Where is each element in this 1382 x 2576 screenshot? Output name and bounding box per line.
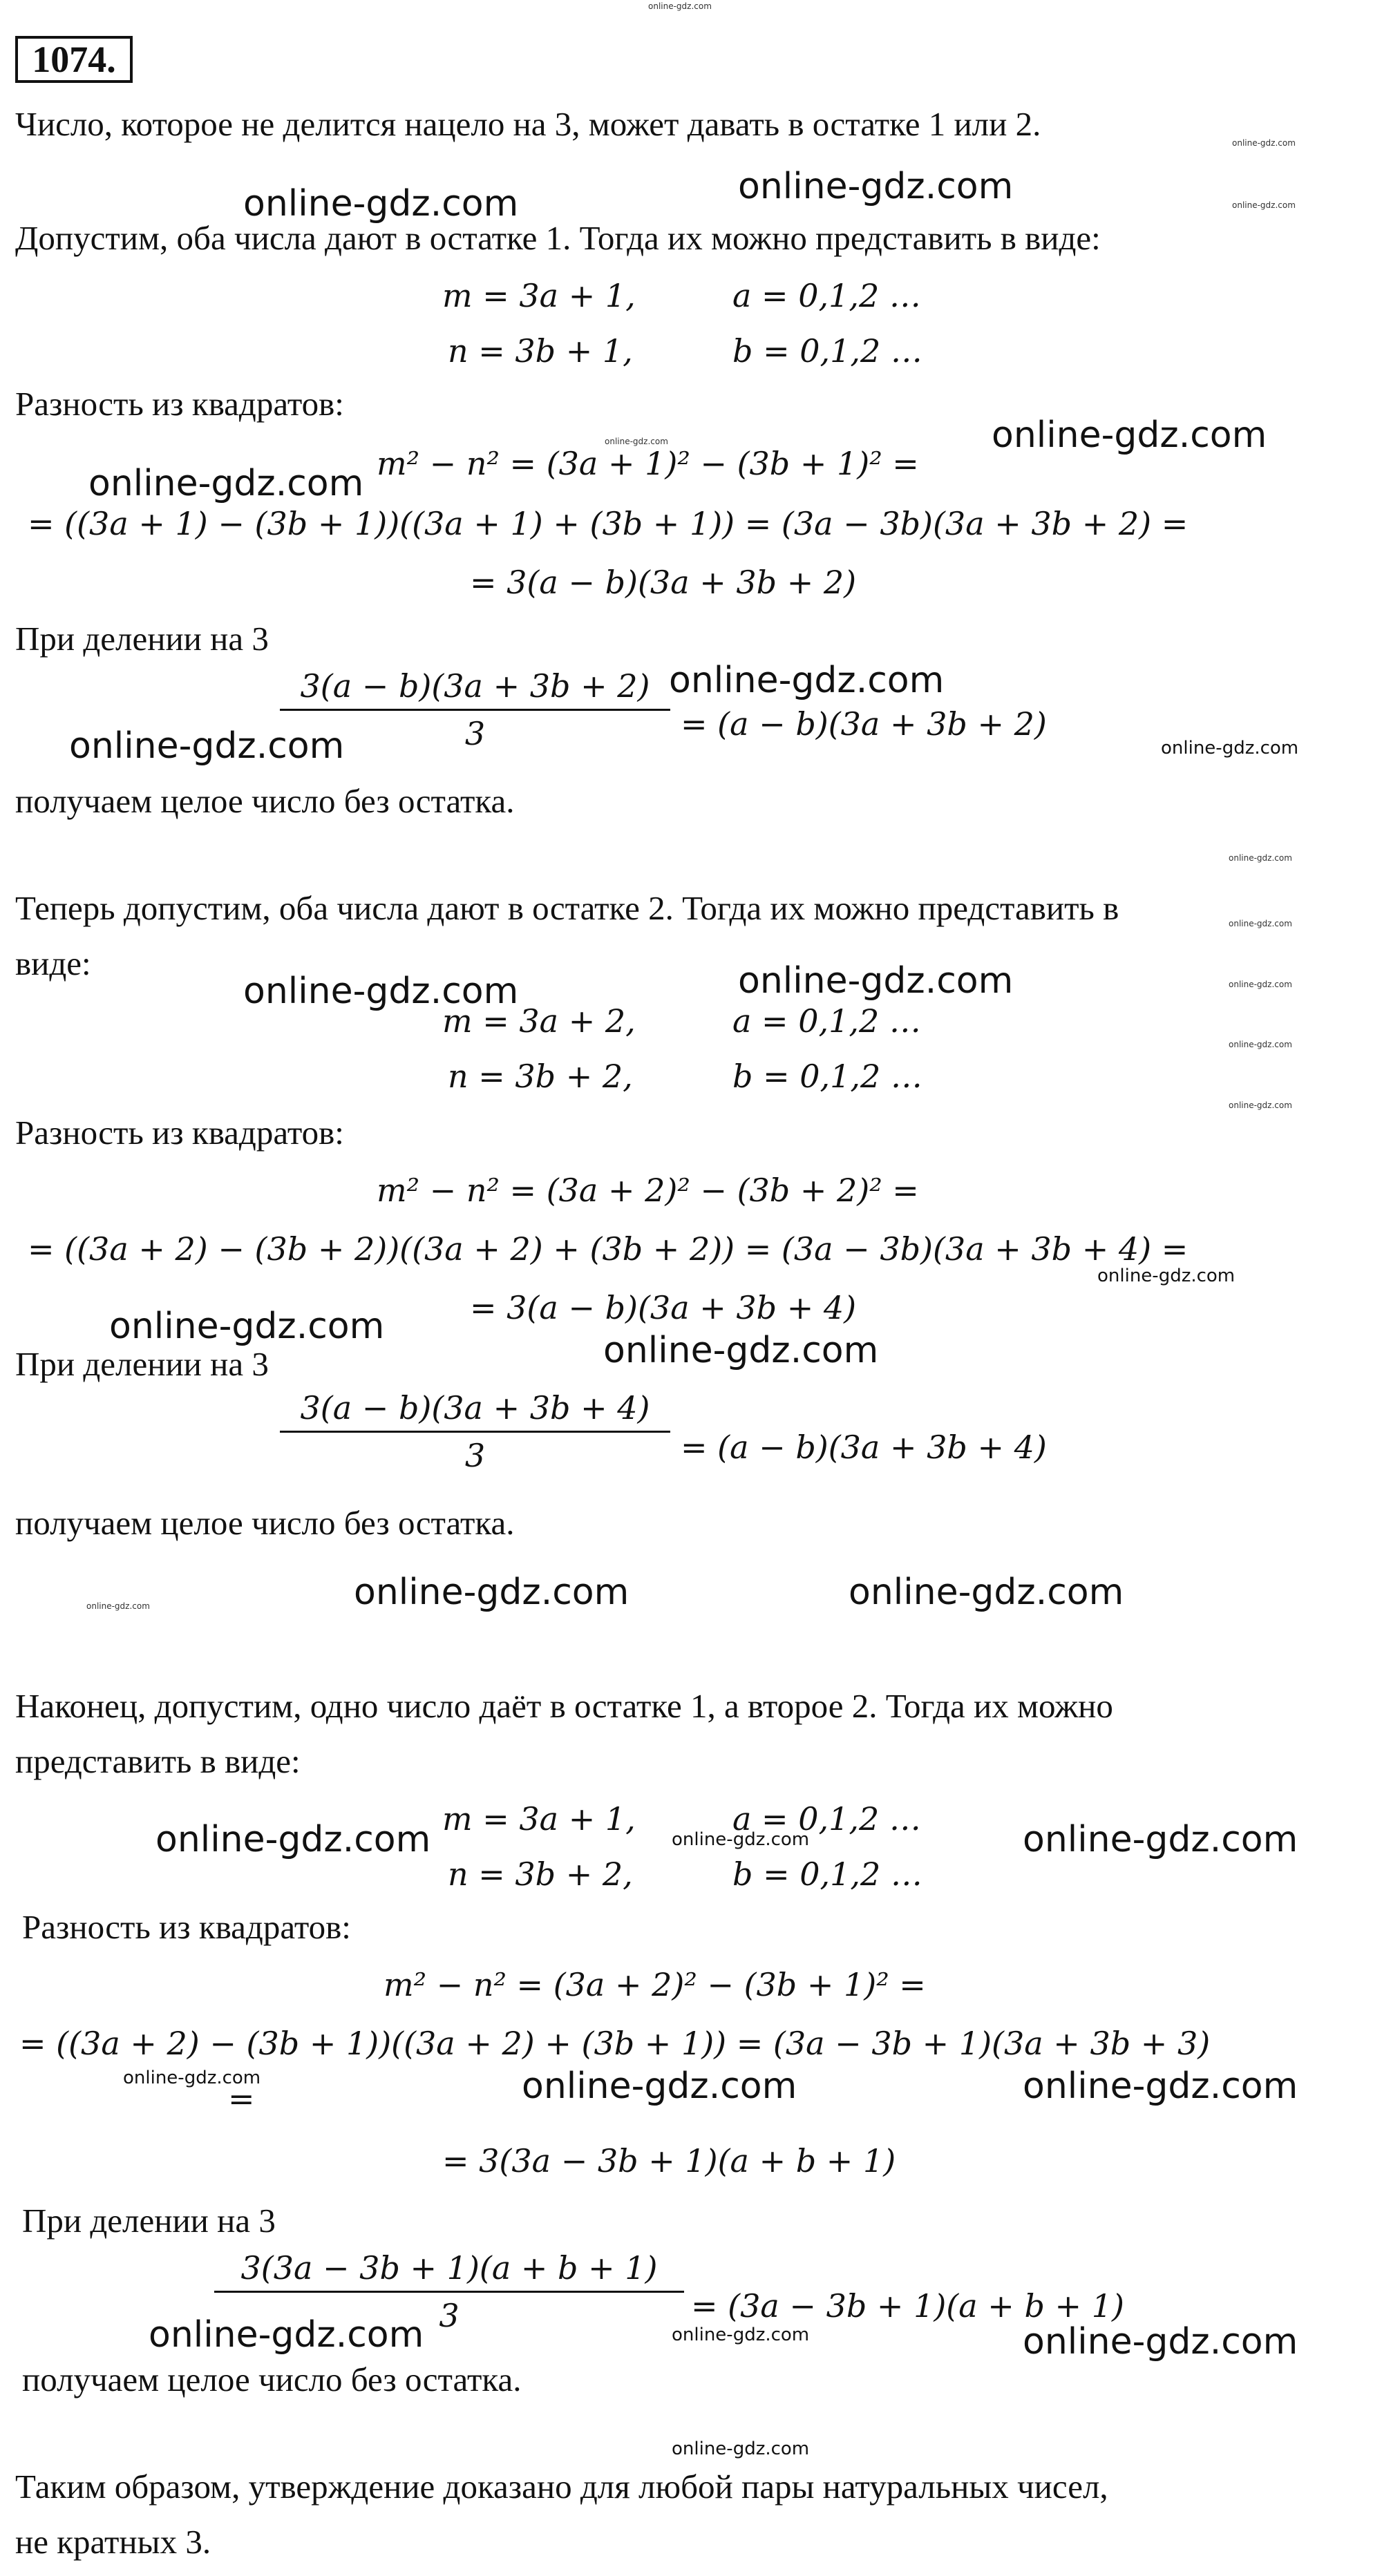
case3-conclusion: получаем целое число без остатка. [22,2360,522,2398]
case1-eq-line2: = ((3a + 1) − (3b + 1))((3a + 1) + (3b + 1)) = (3a − 3b)(3a + 3b + 2) = [28,505,1189,542]
case1-conclusion: получаем целое число без остатка. [15,782,515,820]
case3-eq-line2b: = [228,2080,255,2117]
case2-m-range: a = 0,1,2 … [732,1002,921,1040]
case1-diff-label: Разность из квадратов: [15,385,344,423]
watermark-mid: online-gdz.com [672,1829,810,1850]
watermark: online-gdz.com [1023,2065,1298,2107]
case2-eq-line1: m² − n² = (3a + 2)² − (3b + 2)² = [377,1172,919,1209]
watermark-top: online-gdz.com [648,1,712,11]
case1-m-def: m = 3a + 1, [442,277,636,314]
case1-text: Допустим, оба числа дают в остатке 1. Тогда их можно представить в виде: [15,219,1101,257]
case3-text-line2: представить в виде: [15,1742,301,1780]
case3-frac-numerator: 3(3a − 3b + 1)(a + b + 1) [240,2249,658,2287]
watermark-small: online-gdz.com [1229,1100,1292,1110]
case3-frac-denominator: 3 [439,2297,460,2334]
watermark-small: online-gdz.com [605,437,668,446]
case2-n-def: n = 3b + 2, [448,1058,633,1095]
watermark-small: online-gdz.com [86,1601,150,1611]
watermark: online-gdz.com [243,971,519,1012]
case3-eq-line3: = 3(3a − 3b + 1)(a + b + 1) [442,2142,896,2179]
case2-eq-line3: = 3(a − b)(3a + 3b + 4) [470,1289,857,1326]
case1-m-range: a = 0,1,2 … [732,277,921,314]
watermark-small: online-gdz.com [1232,200,1296,210]
case3-frac-result: = (3a − 3b + 1)(a + b + 1) [691,2287,1124,2325]
case1-frac-numerator: 3(a − b)(3a + 3b + 2) [300,667,650,705]
watermark: online-gdz.com [155,1819,431,1860]
case2-text-line1: Теперь допустим, оба числа дают в остатке 2. Тогда их можно представить в [15,889,1119,927]
watermark-small: online-gdz.com [1232,138,1296,148]
intro-text: Число, которое не делится нацело на 3, может давать в остатке 1 или 2. [15,105,1041,143]
case3-diff-label: Разность из квадратов: [22,1908,351,1946]
case3-m-range: a = 0,1,2 … [732,1800,921,1838]
watermark: online-gdz.com [738,166,1014,207]
watermark-mid: online-gdz.com [1097,1266,1236,1286]
case1-eq-line3: = 3(a − b)(3a + 3b + 2) [470,564,857,601]
case3-n-def: n = 3b + 2, [448,1855,633,1893]
case3-eq-line1: m² − n² = (3a + 2)² − (3b + 1)² = [384,1966,926,2003]
watermark: online-gdz.com [149,2314,424,2356]
case3-eq-line2: = ((3a + 2) − (3b + 1))((3a + 2) + (3b + 1)) = (3a − 3b + 1)(3a + 3b + 3) [19,2025,1211,2062]
case1-div-label: При делении на 3 [15,620,269,658]
watermark: online-gdz.com [738,960,1014,1002]
case3-n-range: b = 0,1,2 … [732,1855,922,1893]
case1-eq-line1: m² − n² = (3a + 1)² − (3b + 1)² = [377,445,919,482]
watermark: online-gdz.com [1023,1819,1298,1860]
case1-n-def: n = 3b + 1, [448,332,633,370]
watermark: online-gdz.com [69,725,345,767]
case3-m-def: m = 3a + 1, [442,1800,636,1838]
case2-n-range: b = 0,1,2 … [732,1058,922,1095]
watermark: online-gdz.com [669,660,945,701]
case2-diff-label: Разность из квадратов: [15,1114,344,1152]
watermark: online-gdz.com [1023,2321,1298,2363]
watermark-mid: online-gdz.com [672,2325,810,2345]
watermark-small: online-gdz.com [1229,980,1292,989]
watermark: online-gdz.com [243,183,519,225]
watermark-small: online-gdz.com [1229,853,1292,863]
watermark-mid: online-gdz.com [123,2068,261,2088]
final-line1: Таким образом, утверждение доказано для любой пары натуральных чисел, [15,2468,1108,2506]
case2-div-label: При делении на 3 [15,1345,269,1383]
watermark: online-gdz.com [354,1572,630,1613]
final-line2: не кратных 3. [15,2523,211,2561]
watermark: online-gdz.com [109,1306,385,1347]
watermark-small: online-gdz.com [1229,919,1292,928]
watermark: online-gdz.com [603,1330,879,1371]
case2-fraction [280,1389,670,1474]
case2-text-line2: виде: [15,944,91,982]
case3-text-line1: Наконец, допустим, одно число даёт в остатке 1, а второе 2. Тогда их можно [15,1687,1113,1725]
watermark: online-gdz.com [88,463,364,504]
case2-eq-line2: = ((3a + 2) − (3b + 2))((3a + 2) + (3b + 2)) = (3a − 3b)(3a + 3b + 4) = [28,1230,1189,1268]
watermark-small: online-gdz.com [1229,1040,1292,1049]
case2-conclusion: получаем целое число без остатка. [15,1504,515,1542]
case3-div-label: При делении на 3 [22,2202,276,2240]
watermark-mid: online-gdz.com [1161,738,1299,759]
case2-frac-denominator: 3 [464,1437,486,1474]
watermark: online-gdz.com [849,1572,1124,1613]
case1-n-range: b = 0,1,2 … [732,332,922,370]
watermark: online-gdz.com [992,414,1267,456]
problem-number: 1074. [15,36,133,83]
case2-frac-result: = (a − b)(3a + 3b + 4) [681,1429,1047,1466]
case1-frac-result: = (a − b)(3a + 3b + 2) [681,705,1047,743]
watermark-mid: online-gdz.com [672,2439,810,2459]
watermark: online-gdz.com [522,2065,797,2107]
case2-m-def: m = 3a + 2, [442,1002,636,1040]
case2-frac-numerator: 3(a − b)(3a + 3b + 4) [300,1389,650,1427]
case1-frac-denominator: 3 [464,715,486,752]
